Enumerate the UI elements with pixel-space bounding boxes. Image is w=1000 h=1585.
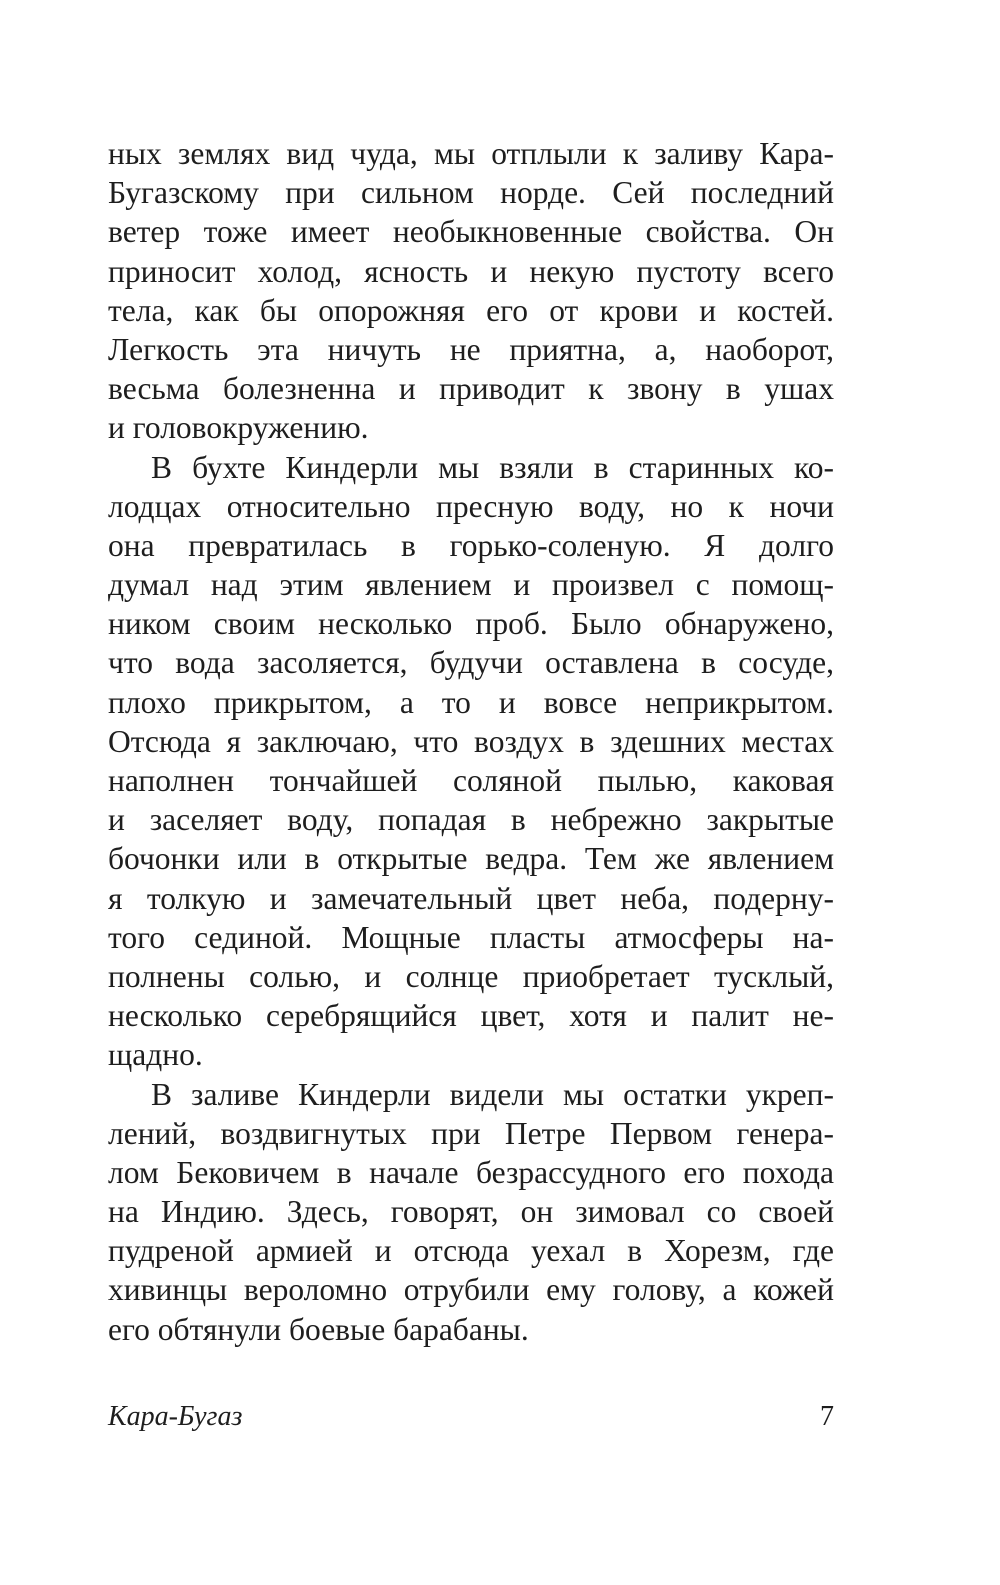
text-line: тела, как бы опорожняя его от крови и костей. xyxy=(108,292,834,328)
page-footer xyxy=(108,1397,834,1437)
text-line: Отсюда я заключаю, что воздух в здешних местах xyxy=(108,723,834,759)
text-line: ных землях вид чуда, мы отплыли к заливу Кара- xyxy=(108,136,834,171)
text-line: плохо прикрытом, а то и вовсе неприкрытом. xyxy=(108,684,834,720)
paragraph-2 xyxy=(108,448,834,1075)
text-line: несколько серебрящийся цвет, хотя и палит не- xyxy=(108,998,834,1034)
text-line: пудреной армией и отсюда уехал в Хорезм, где xyxy=(108,1233,834,1269)
text-line: лом Бековичем в начале безрассудного его похода xyxy=(108,1154,834,1190)
paragraph-3 xyxy=(108,1075,834,1349)
text-line: весьма болезненна и приводит к звону в ушах xyxy=(108,371,834,407)
text-line: лодцах относительно пресную воду, но к ночи xyxy=(108,488,834,524)
text-line: и заселяет воду, попадая в небрежно закрытые xyxy=(108,802,834,838)
text-line: бочонки или в открытые ведра. Тем же явлением xyxy=(108,841,834,877)
text-line: наполнен тончайшей соляной пылью, каковая xyxy=(108,763,834,798)
text-line: В бухте Киндерли мы взяли в старинных ко- xyxy=(151,449,834,485)
paragraph-1 xyxy=(108,134,834,448)
running-title: Кара-Бугаз xyxy=(108,1401,243,1432)
text-line: я толкую и замечательный цвет неба, подерну- xyxy=(108,880,834,916)
text-line: ником своим несколько проб. Было обнаружено, xyxy=(108,606,834,642)
text-line: его обтянули боевые барабаны. xyxy=(108,1311,529,1347)
text-line: ветер тоже имеет необыкновенные свойства. Он xyxy=(108,214,834,250)
text-line: щадно. xyxy=(108,1037,203,1073)
text-line: приносит холод, ясность и некую пустоту всего xyxy=(108,253,834,289)
body-text xyxy=(108,134,834,1349)
text-line: полнены солью, и солнце приобретает тусклый, xyxy=(108,958,834,994)
text-line: хивинцы вероломно отрубили ему голову, а кожей xyxy=(108,1272,834,1308)
text-line: Легкость эта ничуть не приятна, а, наоборот, xyxy=(108,331,834,367)
text-line: на Индию. Здесь, говорят, он зимовал со своей xyxy=(108,1194,834,1230)
text-line: и головокружению. xyxy=(108,410,369,446)
text-line: думал над этим явлением и произвел с помощ- xyxy=(108,567,834,603)
text-line: она превратилась в горько-соленую. Я долго xyxy=(108,527,834,563)
text-line: того сединой. Мощные пласты атмосферы на- xyxy=(108,919,834,955)
text-line: В заливе Киндерли видели мы остатки укреп- xyxy=(151,1076,834,1112)
text-line: лений, воздвигнутых при Петре Первом генера- xyxy=(108,1115,834,1151)
page-number: 7 xyxy=(820,1401,834,1432)
text-line: Бугазскому при сильном норде. Сей последний xyxy=(108,175,834,211)
text-line: что вода засоляется, будучи оставлена в сосуде, xyxy=(108,645,834,681)
